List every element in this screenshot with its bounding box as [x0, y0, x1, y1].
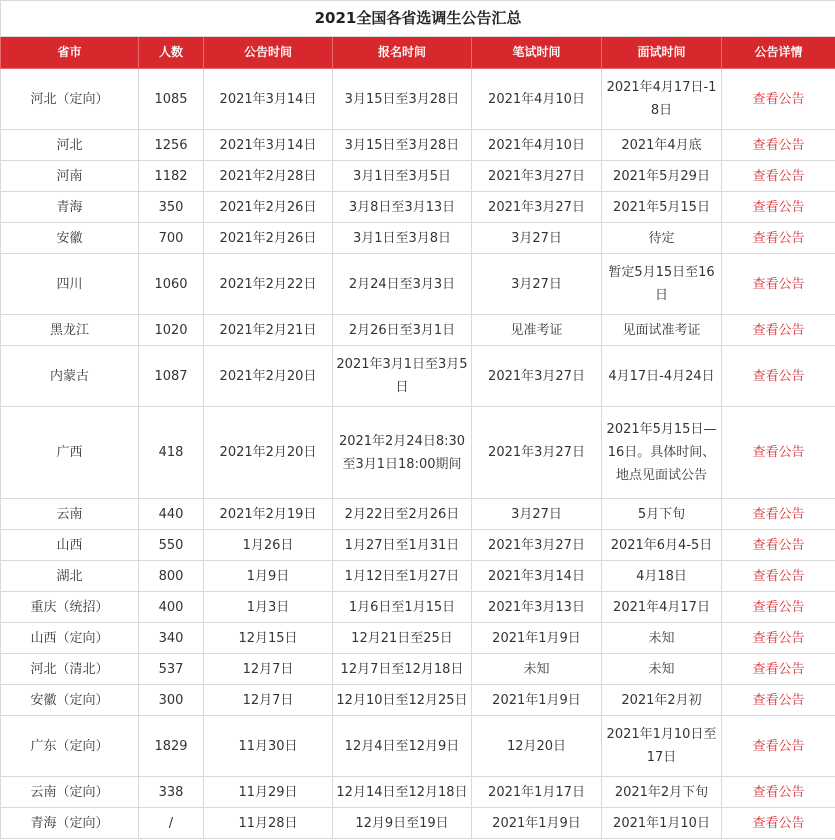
details-cell: [722, 130, 835, 161]
interview-time-cell: 2021年6月4-5日: [602, 530, 722, 561]
details-cell: [722, 685, 835, 716]
count-cell: 440: [139, 499, 204, 530]
table-row: [1, 346, 835, 407]
written-time-cell: 3月27日: [472, 254, 602, 315]
announce-time-cell: 2021年2月26日: [204, 223, 333, 254]
signup-time-cell: 12月10日至12月25日: [333, 685, 472, 716]
details-cell: [722, 223, 835, 254]
written-time-cell: 见准考证: [472, 315, 602, 346]
count-cell: 1182: [139, 161, 204, 192]
province-cell: 河北（清北）: [1, 654, 139, 685]
column-header-interview-time: 面试时间: [602, 37, 722, 69]
table-row: [1, 654, 835, 685]
interview-time-cell: 2021年1月10日: [602, 808, 722, 839]
count-cell: 800: [139, 561, 204, 592]
announce-time-cell: 11月29日: [204, 777, 333, 808]
province-cell: 山西（定向）: [1, 623, 139, 654]
province-cell: 云南（定向）: [1, 777, 139, 808]
count-cell: 1020: [139, 315, 204, 346]
column-header-province: 省市: [1, 37, 139, 69]
table-row: [1, 561, 835, 592]
announce-time-cell: 2021年2月22日: [204, 254, 333, 315]
written-time-cell: 2021年3月27日: [472, 346, 602, 407]
count-cell: 400: [139, 592, 204, 623]
table-body: [1, 69, 835, 839]
signup-time-cell: 2月24日至3月3日: [333, 254, 472, 315]
announce-time-cell: 2021年2月21日: [204, 315, 333, 346]
details-cell: [722, 592, 835, 623]
count-cell: 1085: [139, 69, 204, 130]
written-time-cell: 2021年1月17日: [472, 777, 602, 808]
signup-time-cell: 2021年2月24日8:30至3月1日18:00期间: [333, 407, 472, 499]
province-cell: 内蒙古: [1, 346, 139, 407]
written-time-cell: 2021年1月9日: [472, 685, 602, 716]
table-row: [1, 192, 835, 223]
interview-time-cell: 待定: [602, 223, 722, 254]
details-cell: [722, 315, 835, 346]
details-cell: [722, 530, 835, 561]
province-cell: 安徽（定向）: [1, 685, 139, 716]
details-cell: [722, 499, 835, 530]
signup-time-cell: 3月1日至3月5日: [333, 161, 472, 192]
view-announcement-link[interactable]: 查看公告: [752, 91, 805, 107]
province-cell: 重庆（统招）: [1, 592, 139, 623]
details-cell: [722, 407, 835, 499]
interview-time-cell: 2021年4月17日-18日: [602, 69, 722, 130]
written-time-cell: 未知: [472, 654, 602, 685]
signup-time-cell: 3月15日至3月28日: [333, 69, 472, 130]
interview-time-cell: 2021年4月17日: [602, 592, 722, 623]
signup-time-cell: 3月15日至3月28日: [333, 130, 472, 161]
count-cell: 340: [139, 623, 204, 654]
written-time-cell: 2021年4月10日: [472, 130, 602, 161]
count-cell: 300: [139, 685, 204, 716]
view-announcement-link[interactable]: 查看公告: [752, 661, 805, 677]
written-time-cell: 2021年3月27日: [472, 407, 602, 499]
announce-time-cell: 1月3日: [204, 592, 333, 623]
count-cell: 1087: [139, 346, 204, 407]
view-announcement-link[interactable]: 查看公告: [752, 199, 805, 215]
interview-time-cell: 5月下旬: [602, 499, 722, 530]
view-announcement-link[interactable]: 查看公告: [752, 815, 805, 831]
table-title: 2021全国各省选调生公告汇总: [1, 1, 835, 37]
announce-time-cell: 2021年2月20日: [204, 407, 333, 499]
interview-time-cell: 4月18日: [602, 561, 722, 592]
column-header-written-time: 笔试时间: [472, 37, 602, 69]
signup-time-cell: 1月12日至1月27日: [333, 561, 472, 592]
view-announcement-link[interactable]: 查看公告: [752, 445, 805, 460]
interview-time-cell: 暂定5月15日至16日: [602, 254, 722, 315]
announce-time-cell: 1月9日: [204, 561, 333, 592]
table-row: [1, 254, 835, 315]
view-announcement-link[interactable]: 查看公告: [752, 630, 805, 646]
written-time-cell: 3月27日: [472, 499, 602, 530]
table-row: [1, 161, 835, 192]
details-cell: [722, 716, 835, 777]
signup-time-cell: 1月6日至1月15日: [333, 592, 472, 623]
details-cell: [722, 254, 835, 315]
signup-time-cell: 12月21日至25日: [333, 623, 472, 654]
written-time-cell: 2021年3月13日: [472, 592, 602, 623]
province-cell: 黑龙江: [1, 315, 139, 346]
table-row: [1, 223, 835, 254]
province-cell: 河北: [1, 130, 139, 161]
view-announcement-link[interactable]: 查看公告: [752, 537, 805, 553]
written-time-cell: 2021年3月27日: [472, 192, 602, 223]
signup-time-cell: 2月22日至2月26日: [333, 499, 472, 530]
written-time-cell: 12月20日: [472, 716, 602, 777]
view-announcement-link[interactable]: 查看公告: [752, 599, 805, 615]
details-cell: [722, 561, 835, 592]
table-row: [1, 592, 835, 623]
interview-time-cell: 4月17日-4月24日: [602, 346, 722, 407]
province-cell: 广东（定向）: [1, 716, 139, 777]
province-cell: 广西: [1, 407, 139, 499]
details-cell: [722, 192, 835, 223]
province-cell: 湖北: [1, 561, 139, 592]
signup-time-cell: 12月14日至12月18日: [333, 777, 472, 808]
interview-time-cell: 2021年5月15日—16日。具体时间、地点见面试公告: [602, 407, 722, 499]
table-row: [1, 777, 835, 808]
signup-time-cell: 12月7日至12月18日: [333, 654, 472, 685]
table-row: [1, 130, 835, 161]
announce-time-cell: 12月7日: [204, 685, 333, 716]
count-cell: /: [139, 808, 204, 839]
table-row: [1, 407, 835, 499]
interview-time-cell: 见面试准考证: [602, 315, 722, 346]
column-header-count: 人数: [139, 37, 204, 69]
header-row: [1, 37, 835, 69]
province-cell: 河南: [1, 161, 139, 192]
interview-time-cell: 未知: [602, 654, 722, 685]
written-time-cell: 2021年1月9日: [472, 623, 602, 654]
view-announcement-link[interactable]: 查看公告: [752, 738, 805, 754]
signup-time-cell: 3月8日至3月13日: [333, 192, 472, 223]
announce-time-cell: 12月15日: [204, 623, 333, 654]
province-cell: 青海: [1, 192, 139, 223]
province-cell: 青海（定向）: [1, 808, 139, 839]
table-row: [1, 623, 835, 654]
written-time-cell: 2021年4月10日: [472, 69, 602, 130]
interview-time-cell: 2021年5月29日: [602, 161, 722, 192]
details-cell: [722, 161, 835, 192]
column-header-announce-time: 公告时间: [204, 37, 333, 69]
view-announcement-link[interactable]: 查看公告: [752, 276, 805, 292]
table-row: [1, 685, 835, 716]
signup-time-cell: 12月9日至19日: [333, 808, 472, 839]
announce-time-cell: 12月7日: [204, 654, 333, 685]
count-cell: 550: [139, 530, 204, 561]
province-cell: 四川: [1, 254, 139, 315]
view-announcement-link[interactable]: 查看公告: [752, 230, 805, 246]
interview-time-cell: 2021年2月下旬: [602, 777, 722, 808]
details-cell: [722, 654, 835, 685]
announce-time-cell: 1月26日: [204, 530, 333, 561]
announce-time-cell: 2021年2月19日: [204, 499, 333, 530]
signup-time-cell: 1月27日至1月31日: [333, 530, 472, 561]
view-announcement-link[interactable]: 查看公告: [752, 568, 805, 584]
count-cell: 418: [139, 407, 204, 499]
table-row: [1, 808, 835, 839]
announce-time-cell: 2021年3月14日: [204, 130, 333, 161]
count-cell: 1060: [139, 254, 204, 315]
signup-time-cell: 12月4日至12月9日: [333, 716, 472, 777]
announce-time-cell: 11月30日: [204, 716, 333, 777]
count-cell: 700: [139, 223, 204, 254]
announce-time-cell: 11月28日: [204, 808, 333, 839]
column-header-details: 公告详情: [722, 37, 835, 69]
count-cell: 350: [139, 192, 204, 223]
written-time-cell: 2021年3月14日: [472, 561, 602, 592]
table-row: [1, 315, 835, 346]
details-cell: [722, 808, 835, 839]
table-row: [1, 69, 835, 130]
details-cell: [722, 623, 835, 654]
details-cell: [722, 346, 835, 407]
view-announcement-link[interactable]: 查看公告: [752, 137, 805, 153]
announce-time-cell: 2021年2月28日: [204, 161, 333, 192]
province-cell: 河北（定向）: [1, 69, 139, 130]
view-announcement-link[interactable]: 查看公告: [752, 784, 805, 800]
count-cell: 338: [139, 777, 204, 808]
view-announcement-link[interactable]: 查看公告: [752, 506, 805, 522]
details-cell: [722, 777, 835, 808]
announce-time-cell: 2021年3月14日: [204, 69, 333, 130]
count-cell: 1256: [139, 130, 204, 161]
province-cell: 云南: [1, 499, 139, 530]
interview-time-cell: 2021年2月初: [602, 685, 722, 716]
details-cell: [722, 69, 835, 130]
view-announcement-link[interactable]: 查看公告: [752, 322, 805, 338]
province-cell: 安徽: [1, 223, 139, 254]
view-announcement-link[interactable]: 查看公告: [752, 368, 805, 384]
column-header-signup-time: 报名时间: [333, 37, 472, 69]
written-time-cell: 2021年3月27日: [472, 530, 602, 561]
table-row: [1, 499, 835, 530]
announce-time-cell: 2021年2月26日: [204, 192, 333, 223]
view-announcement-link[interactable]: 查看公告: [752, 168, 805, 184]
written-time-cell: 2021年3月27日: [472, 161, 602, 192]
interview-time-cell: 未知: [602, 623, 722, 654]
interview-time-cell: 2021年1月10日至17日: [602, 716, 722, 777]
announce-time-cell: 2021年2月20日: [204, 346, 333, 407]
interview-time-cell: 2021年4月底: [602, 130, 722, 161]
written-time-cell: 2021年1月9日: [472, 808, 602, 839]
written-time-cell: 3月27日: [472, 223, 602, 254]
view-announcement-link[interactable]: 查看公告: [752, 692, 805, 708]
signup-time-cell: 2月26日至3月1日: [333, 315, 472, 346]
table-row: [1, 716, 835, 777]
province-cell: 山西: [1, 530, 139, 561]
interview-time-cell: 2021年5月15日: [602, 192, 722, 223]
count-cell: 537: [139, 654, 204, 685]
signup-time-cell: 2021年3月1日至3月5日: [333, 346, 472, 407]
count-cell: 1829: [139, 716, 204, 777]
table-row: [1, 530, 835, 561]
signup-time-cell: 3月1日至3月8日: [333, 223, 472, 254]
